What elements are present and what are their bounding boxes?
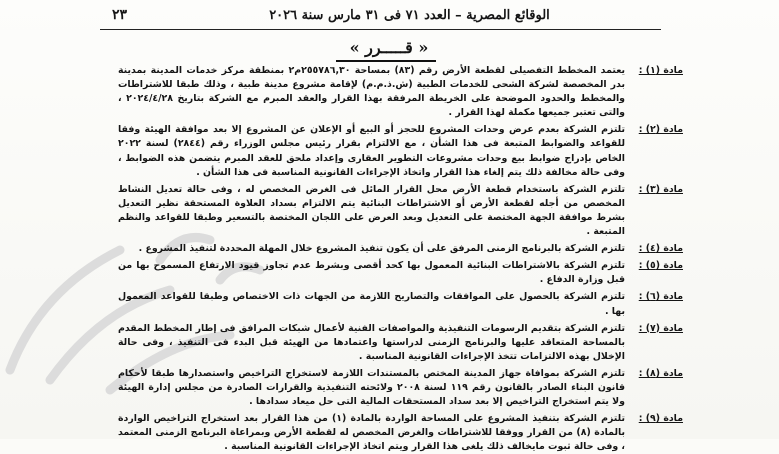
article-label: مادة (١) : bbox=[638, 65, 683, 76]
article-1 bbox=[118, 64, 683, 120]
decree-title-underline bbox=[336, 60, 436, 62]
article-text: تلتزم الشركة باستخدام قطعة الأرض محل القرار المائل فى الغرض المخصص له ، وفى حالة تعديل النشاط المخصص من أجله لقطعة الأرض أو الاشتراطات البنائية يتم الالتزام بسداد العلاوة المستحقة نظير التعديل بشرط موافقة الجهة المختصة على التعديل وبعد العرض على اللجان المختصة بالتسعير وطبقا للقواعد والنظم المتبعة . bbox=[118, 183, 625, 238]
page-number: ٢٣ bbox=[112, 7, 128, 23]
article-text: تلتزم الشركة بالحصول على الموافقات والتصاريح اللازمة من الجهات ذات الاختصاص وطبقا للقواعد المعمول بها . bbox=[118, 291, 625, 317]
article-9 bbox=[118, 412, 683, 454]
running-title: الوقائع المصرية – العدد ٧١ فى ٣١ مارس سنة ٢٠٢٦ bbox=[269, 8, 550, 23]
article-label: مادة (٨) : bbox=[638, 367, 683, 379]
articles-list bbox=[118, 64, 683, 453]
running-header bbox=[0, 0, 779, 30]
article-label: مادة (٤) : bbox=[638, 243, 683, 255]
article-label: مادة (٦) : bbox=[638, 291, 683, 303]
article-text: تلتزم الشركة بتقديم الرسومات التنفيذية والمواصفات الفنية لأعمال شبكات المرافق فى إطار المخطط المقدم بالمساحة المتعاقد عليها والبرنامج الزمنى لدراستها واعتمادها من الهيئة قبل البدء فى التنفيذ ، وفى حالة الإخلال بهذه الالتزامات تتخذ الإجراءات القانونية المناسبة . bbox=[118, 322, 625, 362]
article-text: تلتزم الشركة بالبرنامج الزمنى المرفق على أن يكون تنفيذ المشروع خلال المهلة المحددة لتنفيذ المشروع . bbox=[138, 243, 625, 255]
article-6 bbox=[118, 290, 683, 318]
article-text: تلتزم الشركة بعدم عرض وحدات المشروع للحجز أو البيع أو الإعلان عن المشروع إلا بعد موافقة الهيئة وفقا للقواعد والضوابط المتبعة فى هذا الشأن ، مع الالتزام بقرار رئيس مجلس الوزراء رقم (٢٨٤٤) لسنة ٢٠٢٢ الخاص بإدراج ضوابط بيع وحدات مشروعات التطوير العقارى وإعداد ملحق للعقد المبرم يتضمن هذه الضوابط ، وفى حالة مخالفة ذلك يتم إلغاء هذا القرار واتخاذ الإجراءات القانونية المناسبة فى هذا الشأن . bbox=[118, 124, 625, 178]
article-label: مادة (٩) : bbox=[638, 413, 683, 425]
article-7 bbox=[118, 322, 683, 364]
article-text: تلتزم الشركة بتنفيذ المشروع على المساحة الواردة بالمادة (١) من هذا القرار بعد استخراج التراخيص الواردة بالمادة (٨) من القرار ووفقا للاشتراطات والغرض المخصص له لقطعة الأرض وبمراعاة البرنامج الزمنى المعتمد ، وفى حالة ثبوت مايخالف ذلك يلغى هذا القرار ويتم اتخاذ الإجراءات القانونية المناسبة . bbox=[118, 413, 625, 453]
article-label: مادة (٢) : bbox=[638, 124, 683, 136]
article-8 bbox=[118, 367, 683, 409]
article-3 bbox=[118, 183, 683, 239]
article-label: مادة (٣) : bbox=[638, 183, 683, 195]
article-text: تلتزم الشركة بموافاة جهاز المدينة المختص بالمستندات اللازمة لاستخراج التراخيص واستصدارها طبقا لأحكام قانون البناء الصادر بالقانون رقم ١١٩ لسنة ٢٠٠٨ ولائحته التنفيذية والقرارات الصادرة من مجلس إدارة الهيئة ولا يتم استخراج التراخيص إلا بعد سداد المستحقات المالية التى حل ميعاد سدادها . bbox=[118, 367, 625, 408]
article-label: مادة (٧) : bbox=[638, 322, 683, 334]
decree-title: « قـــــرر » bbox=[349, 38, 429, 57]
article-text: تلتزم الشركة بالاشتراطات البنائية المعمول بها كحد أقصى وبشرط عدم تجاوز قيود الارتفاع المسموح بها من قبل وزارة الدفاع . bbox=[118, 260, 625, 286]
article-text: يعتمد المخطط التفصيلى لقطعة الأرض رقم (٨٣) بمساحة ٢٥٥٧٨٦,٣٠م٢ بمنطقة مركز خدمات المدينة بمدينة بدر المخصصة لشركة الشحى للخدمات الطبية (ش.ذ.م.م) لإقامة مشروع مدينة طبية ، وذلك طبقا للاشتراطات والمخطط والحدود الموضحة على الخريطة المرفقة بهذا القرار والعقد المبرم مع الشركة بتاريخ ٢٠٢٤/٤/٢٨ ، والتى تعتبر جميعها مكملة لهذا القرار . bbox=[118, 65, 626, 119]
article-2 bbox=[118, 123, 683, 179]
article-label: مادة (٥) : bbox=[638, 260, 683, 272]
header-rule bbox=[100, 29, 661, 30]
article-4 bbox=[118, 242, 683, 256]
article-5 bbox=[118, 259, 683, 287]
